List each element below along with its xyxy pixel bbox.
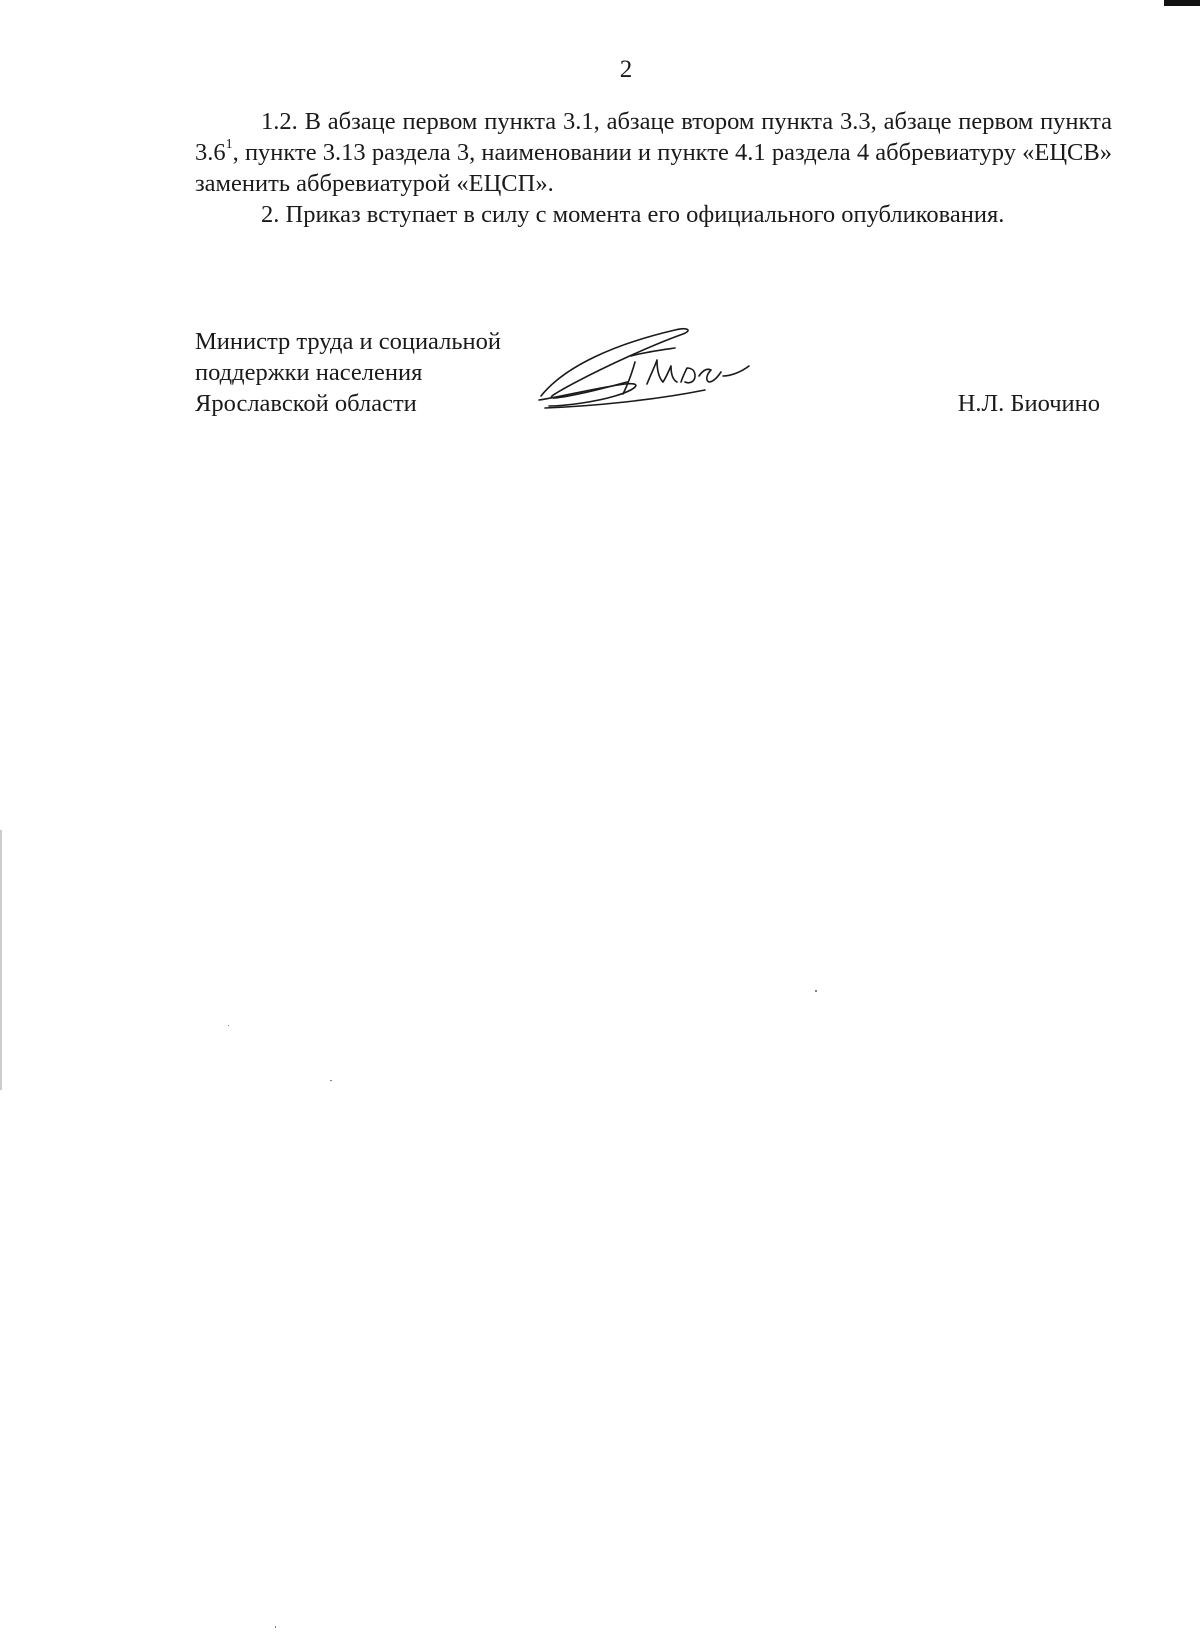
handwritten-signature: [535, 326, 775, 426]
signatory-name: Н.Л. Биочино: [957, 390, 1100, 417]
paragraph-1-2-superscript: 1: [225, 136, 233, 152]
paragraph-2: 2. Приказ вступает в силу с момента его официального опубликования.: [261, 201, 1005, 228]
scan-speck: [815, 990, 817, 992]
paragraph-1-2-text-a: 1.2. В абзаце первом пункта 3.1, абзаце втором пункта 3.3, абзаце первом пункта 3.6: [195, 108, 1112, 166]
signatory-position-line-2: поддержки населения: [195, 359, 423, 386]
signatory-position: [195, 326, 501, 419]
page-number: 2: [619, 56, 633, 83]
signature-block: [195, 326, 1112, 426]
scan-speck: [228, 1025, 229, 1026]
document-body: [195, 106, 1112, 230]
paragraph-1-2-text-b: , пункте 3.13 раздела 3, наименовании и пункте 4.1 раздела 4 аббревиатуру «ЕЦСВ» заменить аббревиатурой «ЕЦСП».: [195, 139, 1112, 197]
signatory-position-line-3: Ярославской области: [195, 390, 417, 417]
signatory-position-line-1: Министр труда и социальной: [195, 328, 502, 355]
scan-edge-mark: [1164, 0, 1200, 6]
scan-speck: [330, 1080, 332, 1081]
paragraph-1-2: [195, 106, 1112, 199]
scan-speck: [275, 1626, 276, 1628]
scan-edge-line: [0, 830, 2, 1090]
